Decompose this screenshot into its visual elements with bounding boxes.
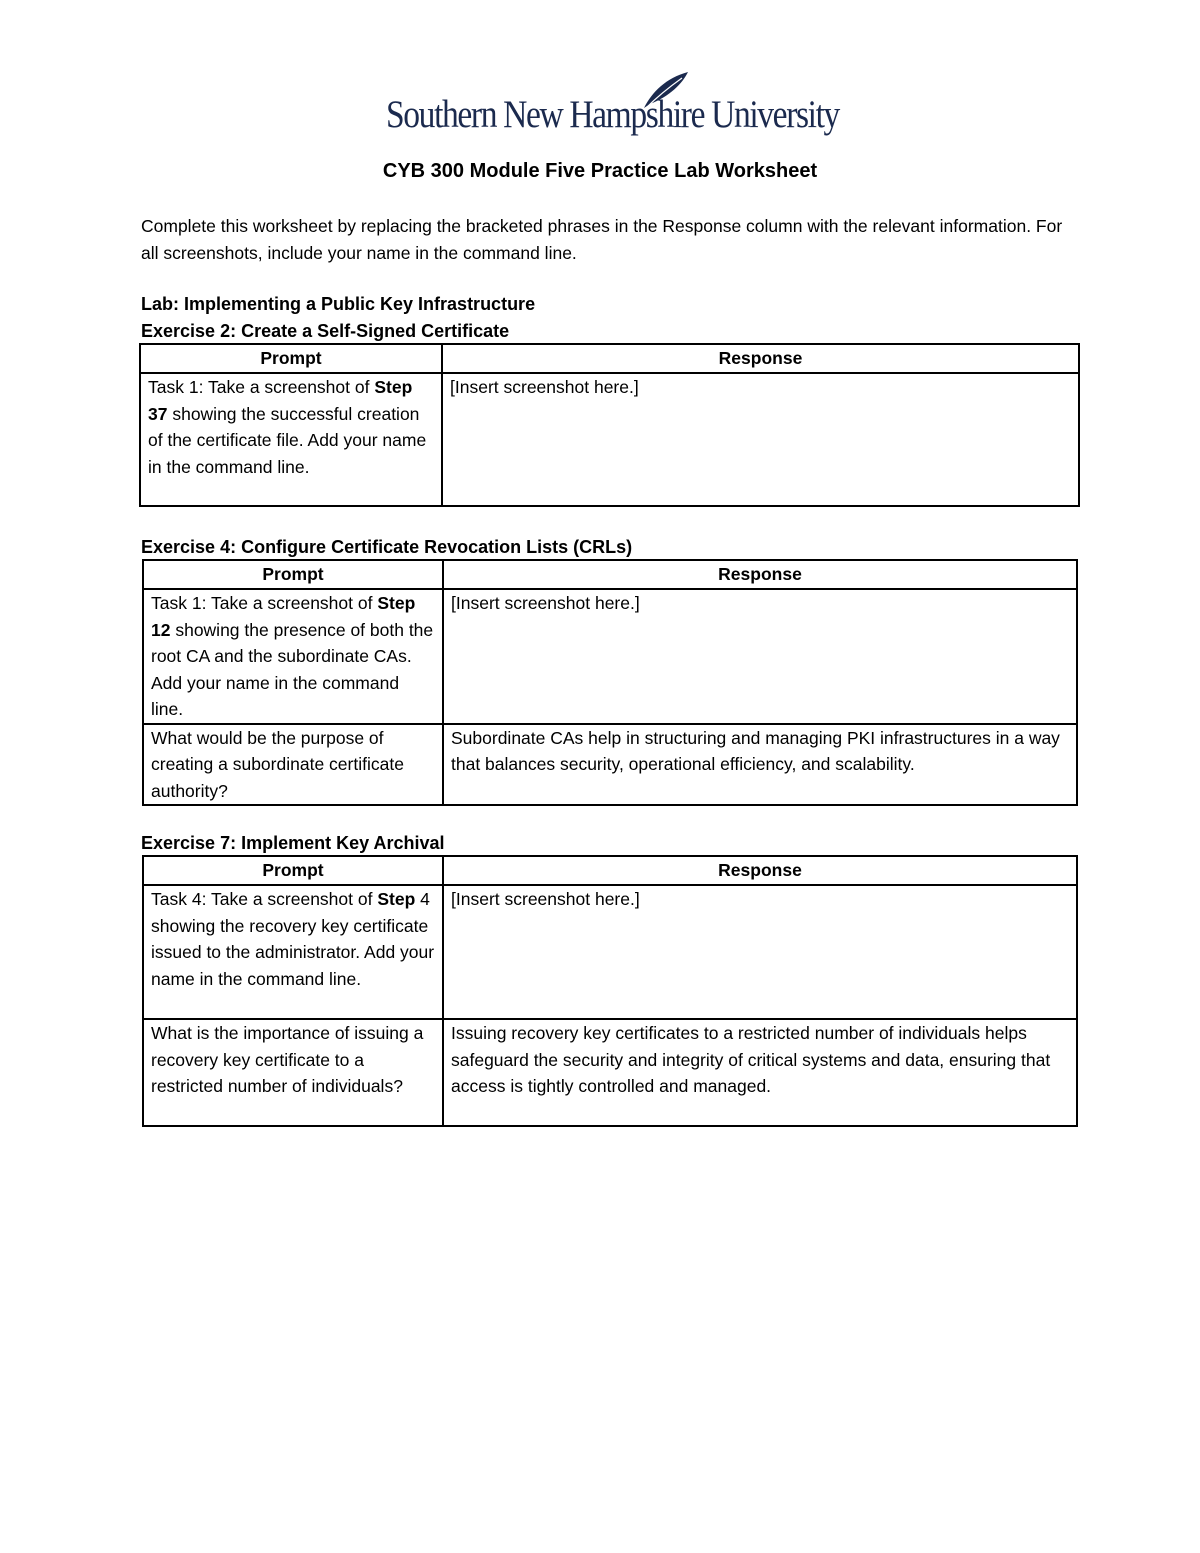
response-header: Response — [442, 344, 1079, 373]
exercise7-table — [142, 855, 1078, 1127]
university-logo — [386, 70, 839, 140]
prompt-cell: What is the importance of issuing a recovery key certificate to a restricted number of individuals? — [143, 1019, 443, 1126]
prompt-cell: Task 4: Take a screenshot of Step 4 showing the recovery key certificate issued to the administrator. Add your name in the command line. — [143, 885, 443, 1019]
prompt-header: Prompt — [140, 344, 442, 373]
table-row — [143, 724, 1077, 806]
instructions: Complete this worksheet by replacing the bracketed phrases in the Response column with the relevant information. For all screenshots, include your name in the command line. — [141, 216, 1063, 263]
exercise7-heading: Exercise 7: Implement Key Archival — [141, 833, 445, 853]
page-title: CYB 300 Module Five Practice Lab Worksheet — [382, 160, 818, 182]
response-header: Response — [443, 560, 1077, 589]
prompt-cell: Task 1: Take a screenshot of Step 12 showing the presence of both the root CA and the subordinate CAs. Add your name in the command line. — [143, 589, 443, 724]
prompt-header: Prompt — [143, 560, 443, 589]
response-cell[interactable]: [Insert screenshot here.] — [443, 885, 1077, 1019]
prompt-cell: Task 1: Take a screenshot of Step 37 showing the successful creation of the certificate file. Add your name in the command line. — [140, 373, 442, 506]
table-row — [143, 589, 1077, 724]
table-row — [140, 373, 1079, 506]
lab-heading: Lab: Implementing a Public Key Infrastructure — [141, 294, 536, 314]
exercise2-table — [139, 343, 1080, 507]
response-header: Response — [443, 856, 1077, 885]
logo-text: Southern New Hampshire University — [386, 93, 839, 136]
response-cell[interactable]: Subordinate CAs help in structuring and managing PKI infrastructures in a way that balances security, operational efficiency, and scalability. — [443, 724, 1077, 806]
exercise4-heading: Exercise 4: Configure Certificate Revocation Lists (CRLs) — [141, 537, 633, 557]
prompt-header: Prompt — [143, 856, 443, 885]
exercise2-heading: Exercise 2: Create a Self-Signed Certificate — [141, 321, 510, 341]
table-row — [143, 885, 1077, 1019]
response-cell[interactable]: [Insert screenshot here.] — [442, 373, 1079, 506]
table-row — [143, 1019, 1077, 1126]
exercise4-table — [142, 559, 1078, 806]
response-cell[interactable]: [Insert screenshot here.] — [443, 589, 1077, 724]
prompt-cell: What would be the purpose of creating a subordinate certificate authority? — [143, 724, 443, 806]
response-cell[interactable]: Issuing recovery key certificates to a restricted number of individuals helps safeguard the security and integrity of critical systems and data, ensuring that access is tightly controlled and managed. — [443, 1019, 1077, 1126]
